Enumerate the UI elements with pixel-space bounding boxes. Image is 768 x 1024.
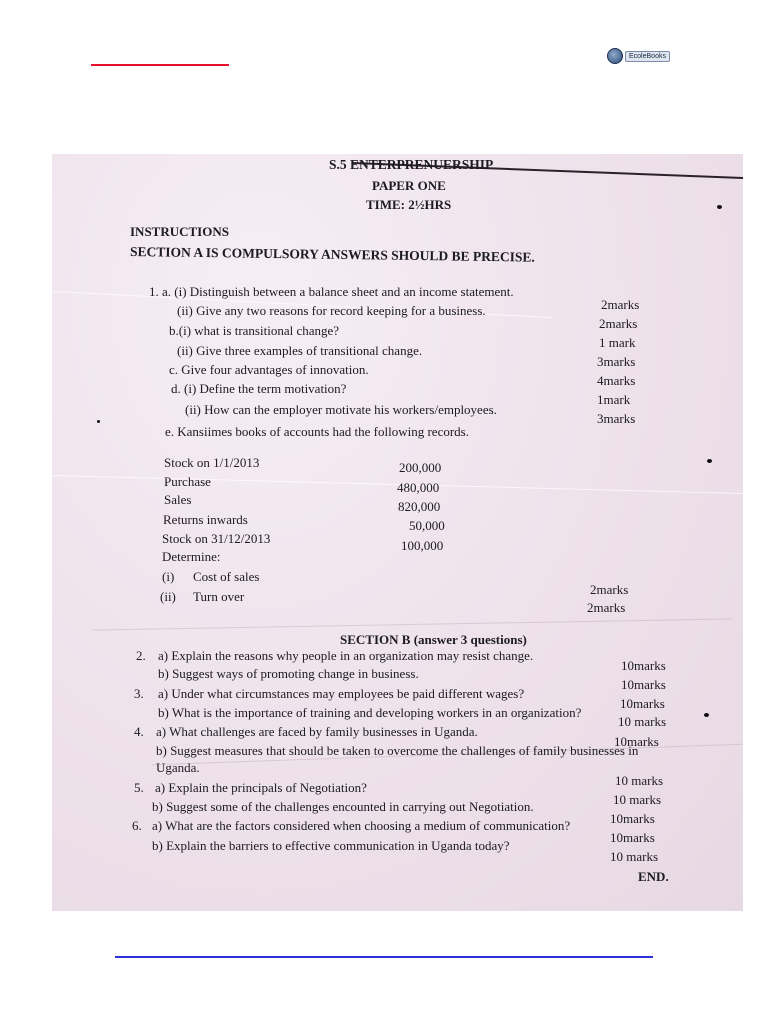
marks: 10marks bbox=[610, 811, 655, 826]
scanned-exam-paper bbox=[52, 154, 743, 911]
paper-crease bbox=[92, 618, 732, 630]
record-label: Returns inwards bbox=[163, 512, 248, 527]
marks: 10 marks bbox=[610, 849, 659, 864]
scan-speck bbox=[707, 459, 712, 463]
question-number: 3. bbox=[134, 686, 144, 701]
question-line: b) Suggest some of the challenges encounted in carrying out Negotiation. bbox=[152, 799, 534, 814]
paper-number: PAPER ONE bbox=[372, 178, 446, 193]
marks: 4marks bbox=[597, 373, 636, 388]
marks: 2marks bbox=[587, 600, 626, 615]
question-line: a) Explain the reasons why people in an organization may resist change. bbox=[158, 648, 534, 663]
record-label: Purchase bbox=[164, 474, 211, 489]
marks: 2marks bbox=[590, 582, 629, 597]
marks: 2marks bbox=[599, 316, 638, 331]
marks: 10 marks bbox=[618, 714, 667, 729]
question-number: 4. bbox=[134, 724, 144, 739]
determine-item-text: Turn over bbox=[193, 589, 245, 604]
question-number: 5. bbox=[134, 780, 144, 795]
end-mark: END. bbox=[638, 869, 669, 884]
record-value: 820,000 bbox=[398, 499, 441, 514]
question-line: (ii) Give three examples of transitional change. bbox=[177, 343, 423, 358]
question-number: 6. bbox=[132, 818, 142, 833]
instructions-heading: INSTRUCTIONS bbox=[130, 224, 229, 239]
record-value: 480,000 bbox=[397, 480, 440, 495]
question-line: e. Kansiimes books of accounts had the following records. bbox=[165, 424, 469, 439]
marks: 10marks bbox=[614, 734, 659, 749]
question-line: 1. a. (i) Distinguish between a balance sheet and an income statement. bbox=[149, 284, 514, 299]
determine-label: Determine: bbox=[162, 549, 221, 564]
question-line: a) Explain the principals of Negotiation? bbox=[155, 780, 367, 795]
question-line: (ii) Give any two reasons for record keeping for a business. bbox=[177, 303, 486, 318]
question-line: b.(i) what is transitional change? bbox=[169, 323, 340, 338]
question-number: 2. bbox=[136, 648, 146, 663]
marks: 1 mark bbox=[599, 335, 636, 350]
ecolebooks-logo bbox=[607, 48, 670, 64]
marks: 10marks bbox=[610, 830, 655, 845]
question-line: b) Suggest ways of promoting change in business. bbox=[158, 666, 419, 681]
red-header-rule bbox=[91, 64, 229, 66]
question-line: Uganda. bbox=[156, 760, 200, 775]
record-label: Sales bbox=[164, 492, 192, 507]
record-value: 100,000 bbox=[401, 538, 444, 553]
scan-speck bbox=[717, 205, 722, 209]
record-value: 50,000 bbox=[409, 518, 445, 533]
question-line: b) What is the importance of training and developing workers in an organization? bbox=[158, 705, 582, 720]
marks: 10marks bbox=[621, 677, 666, 692]
section-b-heading: SECTION B (answer 3 questions) bbox=[340, 632, 527, 647]
question-line: a) Under what circumstances may employees be paid different wages? bbox=[158, 686, 525, 701]
blue-footer-rule bbox=[115, 956, 653, 958]
question-line: b) Suggest measures that should be taken to overcome the challenges of family businesses in bbox=[156, 743, 639, 758]
marks: 10 marks bbox=[615, 773, 664, 788]
marks: 10 marks bbox=[613, 792, 662, 807]
record-value: 200,000 bbox=[399, 460, 442, 475]
globe-icon bbox=[607, 48, 623, 64]
scan-speck bbox=[97, 420, 100, 423]
determine-item-number: (ii) bbox=[160, 589, 176, 604]
logo-text: EcoleBooks bbox=[625, 51, 670, 62]
marks: 2marks bbox=[601, 297, 640, 312]
question-line: a) What are the factors considered when choosing a medium of communication? bbox=[152, 818, 571, 833]
marks: 3marks bbox=[597, 354, 636, 369]
marks: 1mark bbox=[597, 392, 631, 407]
determine-item-number: (i) bbox=[162, 569, 175, 584]
question-line: d. (i) Define the term motivation? bbox=[171, 381, 347, 396]
time-allowed: TIME: 2½HRS bbox=[366, 197, 452, 212]
record-label: Stock on 1/1/2013 bbox=[164, 455, 260, 470]
question-line: c. Give four advantages of innovation. bbox=[169, 362, 369, 377]
question-line: b) Explain the barriers to effective communication in Uganda today? bbox=[152, 838, 510, 853]
marks: 10marks bbox=[621, 658, 666, 673]
paper-title: S.5 ENTERPRENUERSHIP bbox=[329, 157, 494, 172]
marks: 10marks bbox=[620, 696, 665, 711]
record-label: Stock on 31/12/2013 bbox=[162, 531, 271, 546]
marks: 3marks bbox=[597, 411, 636, 426]
scan-speck bbox=[704, 713, 709, 717]
question-line: (ii) How can the employer motivate his workers/employees. bbox=[185, 402, 497, 417]
determine-item-text: Cost of sales bbox=[193, 569, 260, 584]
instructions-text: SECTION A IS COMPULSORY ANSWERS SHOULD BE PRECISE. bbox=[129, 244, 535, 265]
question-line: a) What challenges are faced by family businesses in Uganda. bbox=[156, 724, 478, 739]
